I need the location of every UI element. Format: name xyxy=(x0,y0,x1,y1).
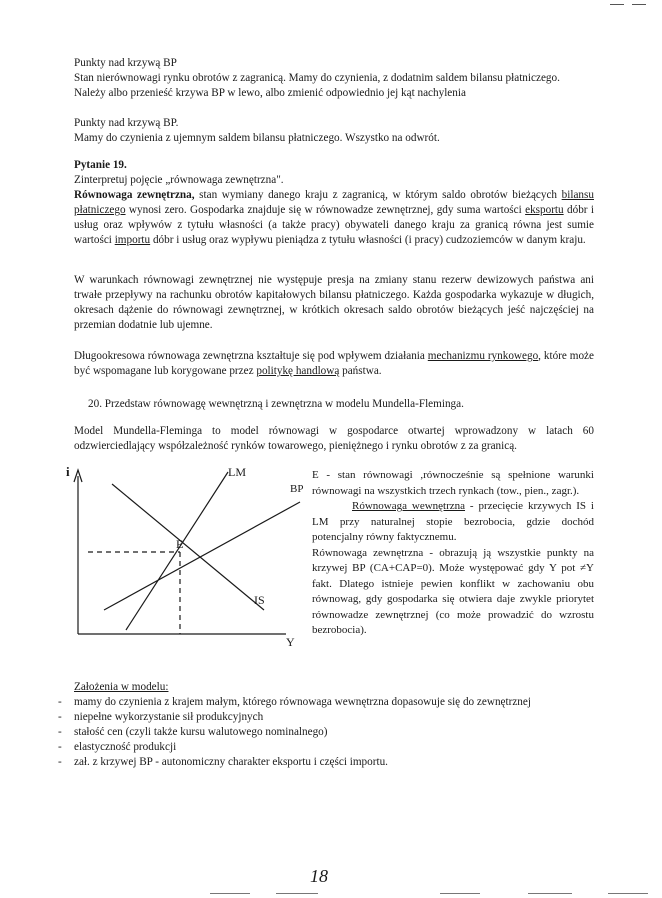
header-mark xyxy=(610,4,624,5)
section-heading: Punkty nad krzywą BP. xyxy=(74,117,179,129)
question-prompt: Zinterpretuj pojęcie „równowaga zewnętrzna". xyxy=(74,174,284,186)
question-20-intro: Model Mundella-Fleminga to model równowagi w gospodarce otwartej wprowadzony w latach 60 odzwierciedlający współzależność rynków towarowego, pieniężnego i rynku obrotów z za granicą. xyxy=(74,425,594,452)
link-export[interactable]: eksportu xyxy=(525,204,564,216)
header-mark xyxy=(632,4,646,5)
question-title: Pytanie 19. xyxy=(74,159,127,171)
is-curve xyxy=(112,484,264,610)
text-run: stan wymiany danego kraju z zagranicą, w którym saldo obrotów bieżących xyxy=(194,189,562,201)
paragraph-long-term xyxy=(74,349,594,379)
link-trade-policy[interactable]: politykę handlową xyxy=(256,365,340,377)
list-item: - mamy do czynienia z krajem małym, którego równowaga wewnętrzna dopasowuje się do zewnętrznej xyxy=(58,695,594,710)
footer-line xyxy=(276,893,318,894)
assumptions-title: Założenia w modelu: xyxy=(74,681,169,693)
desc-equilibrium-e: E - stan równowagi ,równocześnie są spełnione warunki równowagi na wszystkich trzech rynkach (tow., pien., zagr.). xyxy=(312,469,594,497)
section-text: Mamy do czynienia z ujemnym saldem bilansu płatniczego. Wszystko na odwrót. xyxy=(74,132,440,144)
lm-curve xyxy=(126,472,228,630)
mundell-fleming-diagram xyxy=(64,462,304,650)
definition-term: Równowaga zewnętrzna, xyxy=(74,189,195,201)
section-text: Stan nierównowagi rynku obrotów z zagranicą. Mamy do czynienia, z dodatnim saldem bilansu płatniczego. Należy albo przenieść krzywa BP w lewo, albo zmienić odpowiednio jej kąt nachylenia xyxy=(74,72,560,99)
section-points-above-bp-2 xyxy=(74,116,594,146)
section-heading: Punkty nad krzywą BP xyxy=(74,57,177,69)
text-run: , które może być wspomagane lub korygowane przez xyxy=(74,350,594,377)
text-run: dóbr i usług oraz wpływów z tytułu własności (a także pracy) obywateli danego kraju za granicą równa jest sumie wartości xyxy=(74,204,594,246)
assumptions-list xyxy=(74,695,594,770)
question-19 xyxy=(74,158,594,248)
footer-line xyxy=(210,893,250,894)
footer-line xyxy=(608,893,648,894)
list-item: - elastyczność produkcji xyxy=(58,740,594,755)
lm-label: LM xyxy=(228,465,246,479)
x-axis-label: Y xyxy=(286,635,295,649)
text-run: Długookresowa równowaga zewnętrzna kształtuje się pod wpływem działania xyxy=(74,350,428,362)
text-run: państwa. xyxy=(339,365,382,377)
bp-curve xyxy=(104,502,300,610)
list-item: - zał. z krzywej BP - autonomiczny charakter eksportu i części importu. xyxy=(58,755,594,770)
paragraph-external-conditions: W warunkach równowagi zewnętrznej nie występuje presja na zmiany stanu rezerw dewizowych państwa ani trwałe przepływy na rachunku obrotów kapitałowych bilansu płatniczego. Każda gospodarka wykazuje w długich, okresach dążenie do równowagi zewnętrznej, w krótkich okresach saldo obrotów bieżących jeść najczęściej na przemian dodatnie lub ujemne. xyxy=(74,274,594,331)
text-run: dóbr i usług oraz wypływu pieniądza z tytułu własności (i pracy) cudzoziemców w danym kraju. xyxy=(150,234,586,246)
text-run: wynosi zero. Gospodarka znajduje się w równowadze zewnętrznej, gdy suma wartości xyxy=(125,204,526,216)
link-market-mechanism[interactable]: mechanizmu rynkowego xyxy=(427,350,539,362)
internal-equilibrium-term: Równowaga wewnętrzna xyxy=(352,500,466,512)
link-import[interactable]: importu xyxy=(114,234,151,246)
question-20-title: 20. Przedstaw równowagę wewnętrzną i zewnętrzna w modelu Mundella-Fleminga. xyxy=(88,398,464,410)
page-number: 18 xyxy=(310,866,328,886)
desc-internal-equilibrium xyxy=(312,499,594,546)
section-points-above-bp-1 xyxy=(74,56,594,101)
footer-line xyxy=(528,893,572,894)
diagram-description xyxy=(312,468,594,639)
definition-paragraph xyxy=(74,188,594,248)
list-item: - niepełne wykorzystanie sił produkcyjnych xyxy=(58,710,594,725)
footer-line xyxy=(440,893,480,894)
text-run: - przecięcie krzywych IS i LM przy naturalnej stopie bezrobocia, gdzie dochód potencjalny równy faktycznemu. xyxy=(312,500,594,543)
bp-label: BP xyxy=(290,483,304,495)
link-balance-of-payments[interactable]: bilansu płatniczego xyxy=(74,189,594,216)
y-axis-label: i xyxy=(66,464,70,479)
desc-external-equilibrium: Równowaga zewnętrzna - obrazują ją wszystkie punkty na krzywej BP (CA+CAP=0). Może występować gdy Y pot ≠Y fakt. Dlatego istnieje pewien konflikt w zachowaniu obu równowag, gdy gospodarka się otwiera daje zwykle priorytet równowadze zewnętrznej (co może prowadzić do wzrostu bezrobocia). xyxy=(312,546,594,636)
equilibrium-e-label: E xyxy=(176,537,184,551)
list-item: - stałość cen (czyli także kursu walutowego nominalnego) xyxy=(58,725,594,740)
assumptions-section xyxy=(74,680,594,770)
is-label: IS xyxy=(254,593,265,607)
